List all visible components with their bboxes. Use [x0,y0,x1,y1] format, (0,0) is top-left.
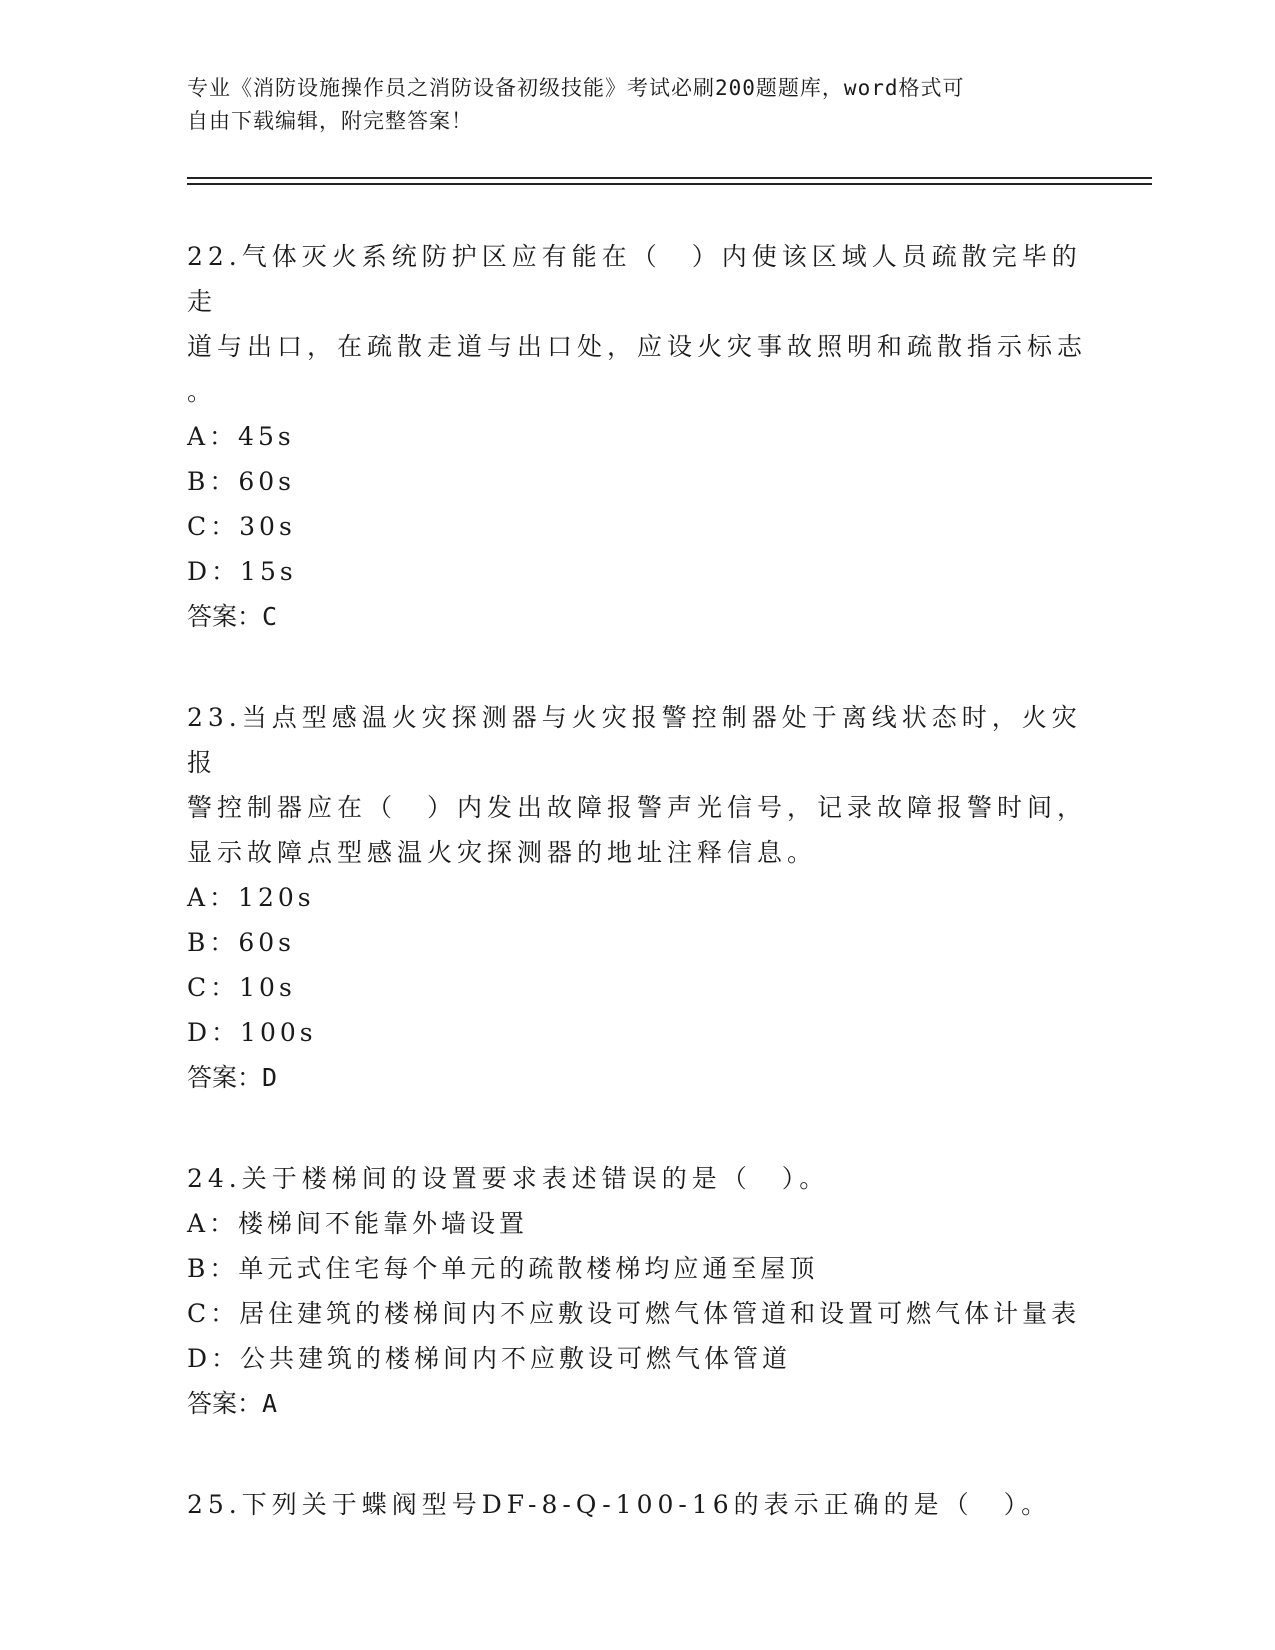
option-b: B：单元式住宅每个单元的疏散楼梯均应通至屋顶 [187,1254,819,1283]
question-22 [187,234,1087,639]
option-a: A：120s [187,883,315,912]
answer: 答案：C [187,602,278,631]
question-stem-line: 22.气体灭火系统防护区应有能在（ ）内使该区域人员疏散完毕的走 [187,242,1082,316]
question-stem [187,695,1087,875]
question-stem-line: 24.关于楼梯间的设置要求表述错误的是（ ）。 [187,1164,830,1193]
question-stem-line: 25.下列关于蝶阀型号DF-8-Q-100-16的表示正确的是（ ）。 [187,1490,1052,1519]
header-divider-top [187,177,1152,179]
question-stem-line: 。 [187,377,218,406]
question-23 [187,695,1087,1100]
question-stem-line: 道与出口，在疏散走道与出口处，应设火灾事故照明和疏散指示标志 [187,332,1088,361]
question-stem-line: 警控制器应在（ ）内发出故障报警声光信号，记录故障报警时间， [187,793,1088,822]
question-25 [187,1482,1087,1527]
option-b: B：60s [187,467,296,496]
header-divider-bottom [187,183,1152,185]
option-a: A：45s [187,422,295,451]
question-list [187,234,1087,1527]
option-d: D：100s [187,1018,317,1047]
answer: 答案：D [187,1063,278,1092]
option-c: C：居住建筑的楼梯间内不应敷设可燃气体管道和设置可燃气体计量表 [187,1299,1081,1328]
option-d: D：15s [187,557,297,586]
document-header [187,72,1067,138]
question-stem-line: 23.当点型感温火灾探测器与火灾报警控制器处于离线状态时，火灾报 [187,703,1082,777]
question-stem [187,1482,1087,1527]
option-a: A：楼梯间不能靠外墙设置 [187,1209,529,1238]
question-stem-line: 显示故障点型感温火灾探测器的地址注释信息。 [187,838,818,867]
question-24 [187,1156,1087,1426]
option-b: B：60s [187,928,296,957]
option-c: C：30s [187,512,296,541]
question-stem [187,234,1087,414]
header-line-1: 专业《消防设施操作员之消防设备初级技能》考试必刷200题题库，word格式可 [187,76,965,100]
question-stem [187,1156,1087,1201]
answer: 答案：A [187,1389,278,1418]
header-line-2: 自由下载编辑，附完整答案！ [187,109,473,133]
option-d: D：公共建筑的楼梯间内不应敷设可燃气体管道 [187,1344,792,1373]
option-c: C：10s [187,973,296,1002]
